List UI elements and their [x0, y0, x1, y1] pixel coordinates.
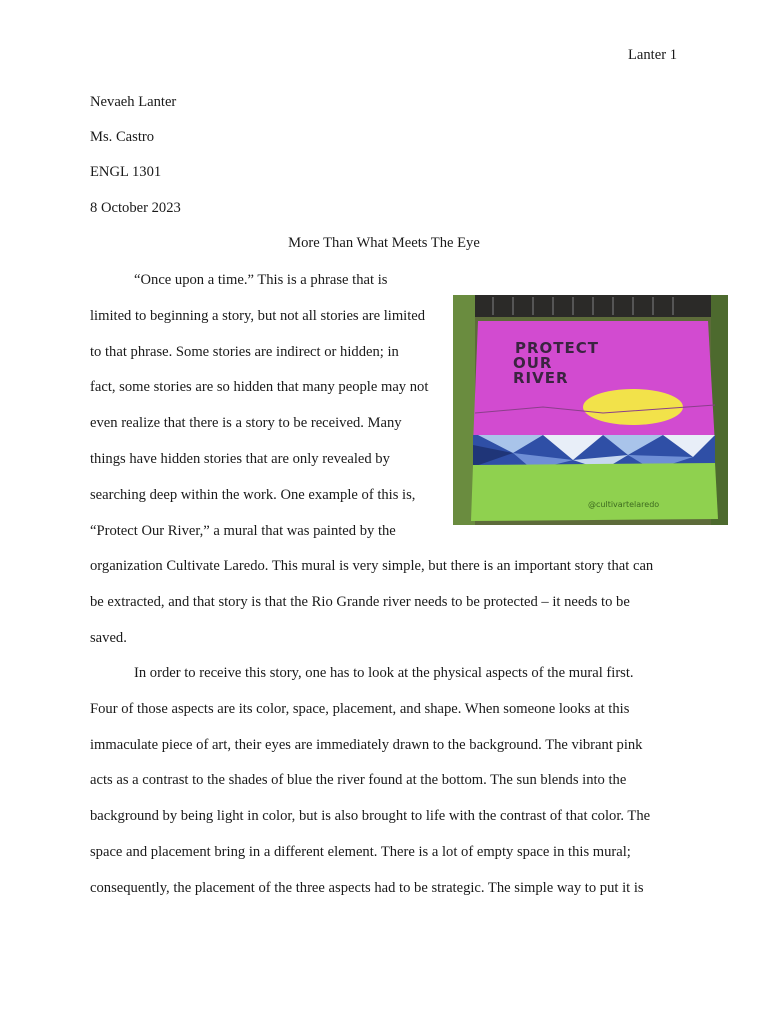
running-head: Lanter 1: [627, 47, 677, 63]
paragraph-line: space and placement bring in a different element. There is a lot of empty space in this mural;: [90, 843, 631, 860]
mural-photo: [453, 295, 728, 525]
paragraph-line: consequently, the placement of the three aspects had to be strategic. The simple way to put it is: [90, 879, 644, 896]
paragraph-line: Four of those aspects are its color, space, placement, and shape. When someone looks at this: [90, 700, 630, 717]
mural-green-field: [471, 463, 718, 521]
paragraph-line: fact, some stories are so hidden that many people may not: [90, 379, 429, 396]
mural-sun: [583, 389, 683, 425]
essay-date: 8 October 2023: [90, 200, 181, 216]
course-name: ENGL 1301: [90, 164, 162, 180]
paragraph-line: organization Cultivate Laredo. This mural is very simple, but there is an important story that can: [90, 558, 654, 575]
mural-text-line2: OUR: [513, 354, 553, 372]
paragraph-2: [90, 656, 678, 907]
paragraph-line: to that phrase. Some stories are indirect or hidden; in: [90, 343, 399, 360]
student-name: Nevaeh Lanter: [90, 94, 177, 110]
instructor-name: Ms. Castro: [90, 129, 155, 145]
paragraph-line: immaculate piece of art, their eyes are immediately drawn to the background. The vibrant pink: [90, 736, 643, 753]
paragraph-line: acts as a contrast to the shades of blue the river found at the bottom. The sun blends into the: [90, 772, 627, 789]
paragraph-line: be extracted, and that story is that the Rio Grande river needs to be protected – it needs to be: [90, 594, 630, 611]
grass-left: [453, 295, 475, 525]
mural-illustration: [453, 295, 728, 525]
paragraph-line: In order to receive this story, one has to look at the physical aspects of the mural first.: [134, 665, 634, 681]
mural-text-line3: RIVER: [513, 369, 569, 387]
drain-grate: [453, 295, 728, 317]
paragraph-line: “Once upon a time.” This is a phrase that is: [134, 272, 388, 288]
paragraph-line: “Protect Our River,” a mural that was painted by the: [90, 522, 396, 539]
paragraph-line: saved.: [90, 629, 127, 646]
paragraph-line: limited to beginning a story, but not all stories are limited: [90, 307, 426, 324]
paragraph-line: things have hidden stories that are only revealed by: [90, 450, 390, 467]
mural-signature: @cultivartelaredo: [588, 500, 660, 509]
paragraph-line: background by being light in color, but is also brought to life with the contrast of that color. The: [90, 808, 651, 825]
mural-text-line1: PROTECT: [515, 339, 600, 357]
paragraph-line: even realize that there is a story to be received. Many: [90, 415, 402, 432]
paragraph-line: searching deep within the work. One example of this is,: [90, 486, 416, 503]
essay-title: More Than What Meets The Eye: [288, 235, 480, 251]
